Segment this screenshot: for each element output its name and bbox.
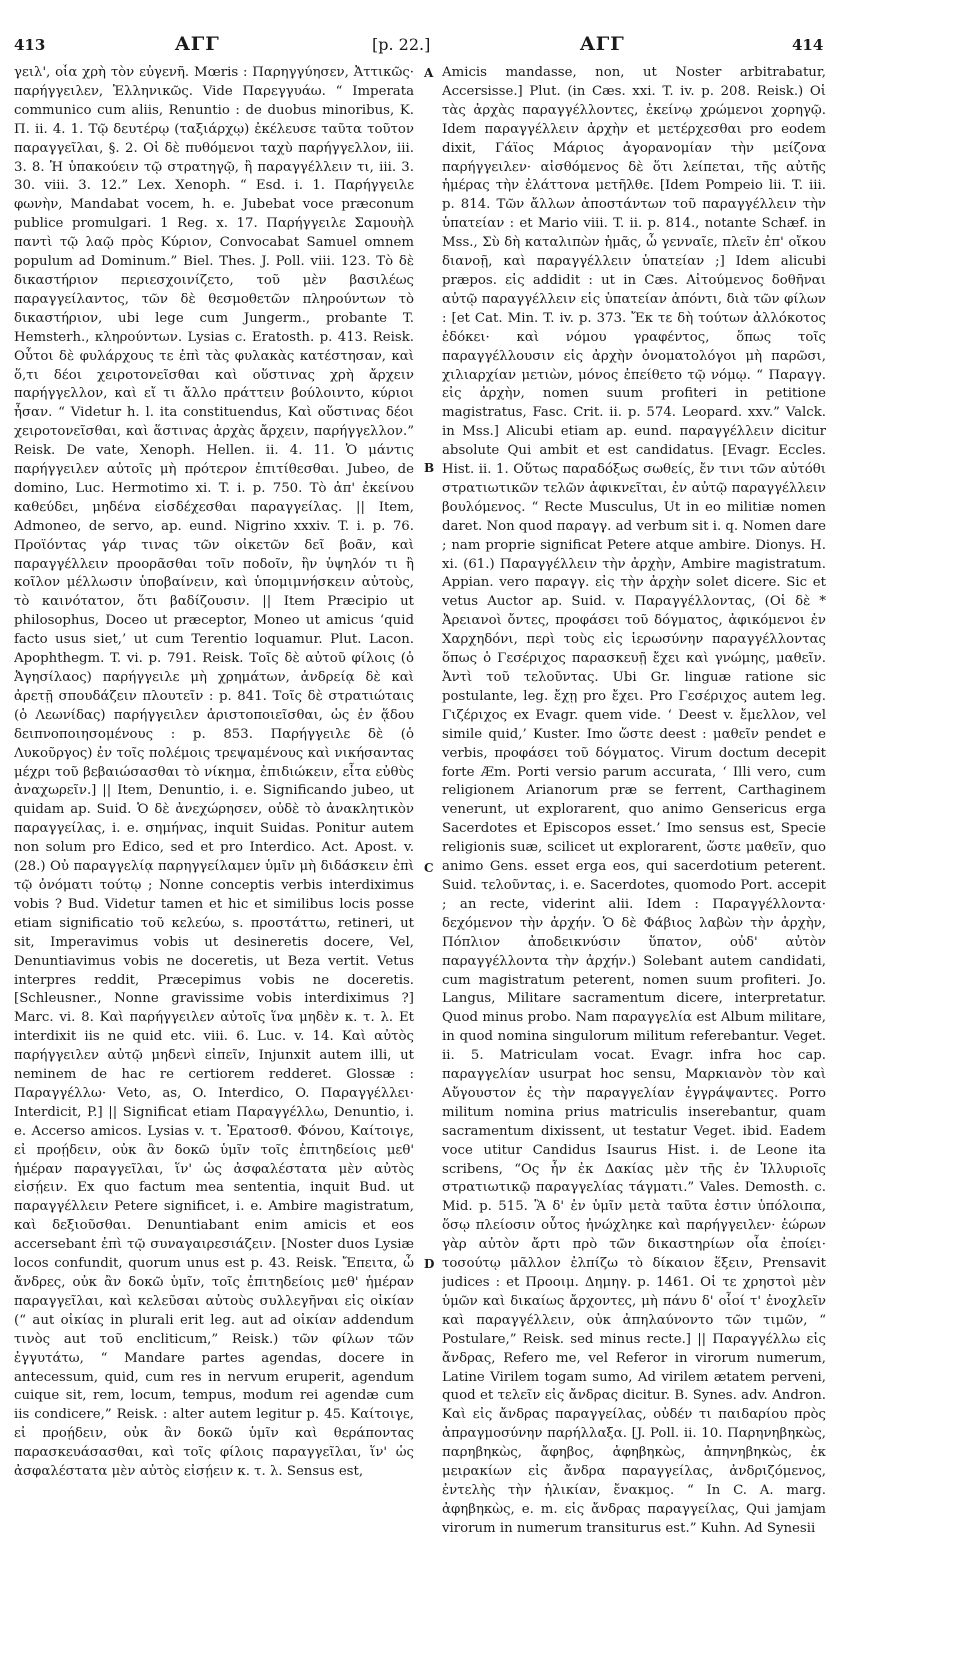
left-running-head: ΑΓΓ — [175, 33, 220, 55]
margin-mark-b: B — [424, 461, 435, 475]
page-reference: [p. 22.] — [372, 35, 431, 54]
right-column-text: Amicis mandasse, non, ut Noster arbitrabatur, Accersisse.] Plut. (in Cæs. xxi. T. iv. p. 208. Reisk.) Οἱ τὰς ἀρχὰς παραγγέλλοντες, ἐκείνῳ χρώμενοι χορηγῷ. Idem παραγγέλλειν ἀρχὴν et μετέρχεσθαι pro eodem dixit, Γάϊος Μάριος ἀγορανομίαν τὴν μείζονα παρήγγειλεν· αἰσθόμενος δὲ ὅτι λείπεται, τῆς αὐτῆς ἡμέρας τὴν ἐλάττονα μετῆλθε. [Idem Pompeio lii. T. iii. p. 814. Τῶν ἄλλων ἀποστάντων τοῦ παραγγέλλειν τὴν ὑπατείαν : et Mario viii. T. ii. p. 814., notante Schæf. in Mss., Σὺ δὴ καταλιπὼν ἡμᾶς, ὦ γενναῖε, πλεῖν ἐπ' οἴκου διανοῇ, καὶ παραγγέλλειν ὑπατείαν ;] Idem alicubi præpos. εἰς addidit : ut in Cæs. Αἰτούμενος δοθῆναι αὐτῷ παραγγέλλειν εἰς ὑπατείαν ἀπόντι, διὰ τῶν φίλων : [et Cat. Min. T. iv. p. 373. Ἔκ τε δὴ τούτων ἀλλόκοτος ἐδόκει· καὶ νόμου γραφέντος, ὅπως τοῖς παραγγέλλουσιν εἰς ἀρχὴν ὀνοματολόγοι μὴ παρῶσι, χιλιαρχίαν μετιὼν, μόνος ἐπείθετο τῷ νόμῳ. “ Παραγγ. εἰς ἀρχὴν, nomen suum profiteri in petitione magistratus, Fasc. Crit. ii. p. 574. Leopard. xxv.” Valck. in Mss.] Alicubi etiam ap. eund. παραγγέλλειν dicitur absolute Qui ambit et est candidatus. [Evagr. Eccles. Hist. ii. 1. Οὕτως παραδόξως σωθείς, ἔν τινι τῶν αὐτόθι στρατιωτικῶν τελῶν ἀφικνεῖται, ἐν αὐτῷ παραγγέλλειν βουλόμενος. “ Recte Musculus, Ut in eo militiæ nomen daret. Non quod παραγγ. ad verbum sit i. q. Nomen dare ; nam proprie significat Petere atque ambire. Dionys. H. xi. (61.) Παραγγέλλειν τὴν ἀρχὴν, Ambire magistratum. Appian. vero παραγγ. εἰς τὴν ἀρχὴν solet dicere. Sic et vetus Auctor ap. Suid. v. Παραγγέλλοντας, (Οἱ δὲ * Ἀρειανοὶ ὄντες, προφάσει τοῦ δόγματος, ἀφικόμενοι ἐν Χαρχηδόνι, περὶ τοὺς εἰς ἱερωσύνην παραγγέλλοντας ὅπως ὁ Γεσέριχος παρασκευῇ ἔχει καὶ γνώμης, μαθεῖν. Ἀντὶ τοῦ τελοῦντας. Ubi Gr. linguæ ratione sic postulante, leg. ἔχῃ pro ἔχει. Pro Γεσέριχος autem leg. Γιζέριχος ex Evagr. quem vide. ‘ Deest v. ἔμελλον, vel simile quid,’ Kuster. Imo ὥστε deest : μαθεῖν pendet e verbis, προφάσει τοῦ δόγματος. Virum doctum decepit forte Æm. Porti versio parum accurata, ‘ Illi vero, cum religionem Arianorum præ se ferrent, Carthaginem venerunt, ut explorarent, quo animo Gensericus erga Sacerdotes et Episcopos esset.’ Imo sensus est, Specie religionis suæ, scilicet ut explorarent, ὥστε μαθεῖν, quo animo Gens. esset erga eos, qui sacerdotium peterent. Suid. τελοῦντας, i. e. Sacerdotes, quomodo Port. accepit ; an recte, viderint alii. Idem : Παραγγέλλοντα· δεχόμενον τὴν ἀρχήν. Ὁ δὲ Φάβιος λαβὼν τὴν ἀρχὴν, Πόπλιον ἀποδεικνύσιν ὕπατον, οὐδ' αὐτὸν παραγγέλλοντα τὴν ἀρχήν.) Solebant autem candidati, cum magistratum peterent, nomen suum profiteri. Jo. Langus, Militare sacramentum dicere, interpretatur. Quod minus probo. Nam παραγγελία est Album militare, in quod nomina singulorum militum referebantur. Veget. ii. 5. Matriculam vocat. Evagr. infra hoc cap. παραγγελίαν usurpat hoc sensu, Μαρκιανὸν τὸν καὶ Αὔγουστον ἐς τὴν παραγγελίαν ἐγγράψαντες. Porro militum nomina prius matriculis inserebantur, quam sacramentum dixissent, ut testatur Veget. ibid. Eadem voce utitur Candidus Isaurus Hist. i. de Leone ita scribens, “Ος ἦν ἐκ Δακίας μὲν τῆς ἐν Ἰλλυριοῖς στρατιωτικῷ παραγγελίας τάγματι.” Vales. Demosth. c. Mid. p. 515. Ἃ δ' ἐν ὑμῖν μετὰ ταῦτα ἐστιν ὑπόλοιπα, ὅσῳ πλείοσιν οὗτος ἠνώχληκε καὶ παρήγγειλεν· ἑώρων γὰρ αὐτὸν ἄρτι πρὸ τῶν δικαστηρίων οἷα ἐποίει· τοσούτῳ μᾶλλον ἐλπίζω τὸ δίκαιον ἕξειν, Prensavit judices : et Προοιμ. Δημηγ. p. 1461. Οἱ τε χρηστοὶ μὲν ὑμῶν καὶ δικαίως ἄρχοντες, μὴ πάνυ δ' οἷοί τ' ἐνοχλεῖν καὶ παραγγέλλειν, οὐκ ἀπηλαύνοντο τῶν τιμῶν, “ Postulare,” Reisk. sed minus recte.] || Παραγγέλλω εἰς ἄνδρας, Refero me, vel Referor in virorum numerum, Latine Virilem togam sumo, Ad virilem ætatem perveni, quod et τελεῖν εἰς ἄνδρας dicitur. B. Synes. adv. Andron. Καὶ εἰς ἄνδρας παραγγείλας, οὐδέν τι παιδαρίου πρὸς ἀπραγμοσύνην παρήλλαξα. [J. Poll. ii. 10. Παρηνηβηκὼς, παρηβηκὼς, ἄφηβος, ἀφηβηκὼς, ἀπηνηβηκὼς, ἐκ μειρακίων εἰς ἄνδρα παραγγείλας, ἀνδριζόμενος, ἐντελὴς τὴν ἡλικίαν, ἔνακμος. “ In C. A. marg. ἀφηβηκὼς, e. m. εἰς ἄνδρας παραγγείλας, Qui jamjam virorum in numerum transiturus est.” Kuhn. Ad Synesii — [442, 65, 826, 1536]
left-page-number: 413 — [14, 36, 46, 54]
margin-mark-a: A — [424, 66, 434, 80]
margin-mark-c: C — [424, 861, 434, 875]
margin-mark-d: D — [424, 1257, 435, 1271]
left-column-text: γειλ', οἷα χρὴ τὸν εὐγενῆ. Mœris : Παρηγγύησεν, Ἀττικῶς· παρήγγειλεν, Ἑλληνικῶς. Vide Παρεγγυάω. “ Imperata communico cum aliis, Renuntio : de duobus minoribus, K. Π. ii. 4. 1. Τῷ δευτέρῳ (ταξιάρχῳ) ἐκέλευσε ταῦτα τοῦτον παραγγεῖλαι, §. 2. Οἱ δὲ πυθόμενοι ταχὺ παρήγγελλον, iii. 3. 8. Ἡ ὑπακούειν τῷ στρατηγῷ, ἢ παραγγέλλειν τι, iii. 3. 30. viii. 3. 12.” Lex. Xenoph. “ Esd. i. 1. Παρήγγειλε φωνὴν, Mandabat vocem, h. e. Jubebat voce præconum publice promulgari. 1 Reg. x. 17. Παρήγγειλε Σαμουὴλ παντὶ τῷ λαῷ πρὸς Κύριον, Convocabat Samuel omnem populum ad Dominum.” Biel. Thes. J. Poll. viii. 123. Τὸ δὲ δικαστήριον περιεσχοινίζετο, τοῦ μὲν βασιλέως παραγγείλαντος, τῶν δὲ θεσμοθετῶν πληρούντων τὸ δικαστήριον, ubi lege cum Jungerm., probante T. Hemsterh., κληρούντων. Lysias c. Eratosth. p. 413. Reisk. Οὗτοι δὲ φυλάρχους τε ἐπὶ τὰς φυλακὰς κατέστησαν, καὶ ὅ,τι δέοι χειροτονεῖσθαι καὶ οὕστινας χρὴ ἄρχειν παρήγγελλον, καὶ εἴ τι ἄλλο πράττειν βούλοιντο, κύριοι ἦσαν. “ Videtur h. l. ita constituendus, Καὶ οὕστινας δέοι χειροτονεῖσθαι, καὶ ἅστινας ἀρχὰς ἄρχειν, παρήγγελλον.” Reisk. De vate, Xenoph. Hellen. ii. 4. 11. Ὁ μάντις παρήγγειλεν αὐτοῖς μὴ πρότερον ἐπιτίθεσθαι. Jubeo, de domino, Luc. Hermotimo xi. T. i. p. 750. Τὸ ἀπ' ἐκείνου καθεύδει, μηδένα εἰσδέχεσθαι παραγγείλας. || Item, Admoneo, de servo, ap. eund. Nigrino xxxiv. T. i. p. 76. Προϊόντας γάρ τινας τῶν οἰκετῶν δεῖ βοᾶν, καὶ παραγγέλλειν προορᾶσθαι τοῖν ποδοῖν, ἢν ὑψηλόν τι ἢ κοῖλον μέλλωσιν ὑποβαίνειν, καὶ ὑπομιμνήσκειν αὐτοὺς, τὸ καινότατον, ὅτι βαδίζουσιν. || Item Præcipio ut philosophus, Doceo ut præceptor, Moneo ut amicus ‘quid facto usus siet,’ ut cum Terentio loquamur. Plut. Lacon. Apophthegm. T. vi. p. 791. Reisk. Τοῖς δὲ αὐτοῦ φίλοις (ὁ Ἀγησίλαος) παρήγγειλε μὴ χρημάτων, ἀνδρείᾳ δὲ καὶ ἀρετῇ σπουδάζειν πλουτεῖν : p. 841. Τοῖς δὲ στρατιώταις (ὁ Λεωνίδας) παρήγγειλεν ἀριστοποιεῖσθαι, ὡς ἐν ᾅδου δειπνοποιησομένους : p. 853. Παρήγγειλε δὲ (ὁ Λυκοῦργος) ἐν τοῖς πολέμοις τρεψαμένους καὶ νικήσαντας μέχρι τοῦ βεβαιώσασθαι τὸ νίκημα, ἐπιδιώκειν, εἶτα εὐθὺς ἀναχωρεῖν.] || Item, Denuntio, i. e. Significando jubeo, ut quidam ap. Suid. Ὁ δὲ ἀνεχώρησεν, οὐδὲ τὸ ἀνακλητικὸν παραγγείλας, i. e. σημήνας, inquit Suidas. Ponitur autem non solum pro Edico, sed et pro Interdico. Act. Apost. v. (28.) Οὐ παραγγελίᾳ παρηγγείλαμεν ὑμῖν μὴ διδάσκειν ἐπὶ τῷ ὀνόματι τούτῳ ; Nonne conceptis verbis interdiximus vobis ? Bud. Videtur tamen et hic et similibus locis posse etiam significatio τοῦ κελεύω, s. προστάττω, retineri, ut sit, Imperavimus vobis ut desineretis docere, Vel, Denuntiavimus vobis ne doceretis, ut Beza vertit. Vetus interpres reddit, Præcepimus vobis ne doceretis. [Schleusner., Nonne gravissime vobis interdiximus ?] Marc. vi. 8. Καὶ παρήγγειλεν αὐτοῖς ἵνα μηδὲν κ. τ. λ. Et interdixit iis ne quid etc. viii. 6. Luc. v. 14. Καὶ αὐτὸς παρήγγειλεν αὐτῷ μηδενὶ εἰπεῖν, Injunxit autem illi, ut neminem de hac re certiorem redderet. Glossæ : Παραγγέλλω· Veto, as, O. Interdico, O. Παραγγέλλει· Interdicit, P.] || Significat etiam Παραγγέλλω, Denuntio, i. e. Accerso amicos. Lysias v. τ. Ἐρατοσθ. Φόνου, Καίτοιγε, εἰ προῄδειν, οὐκ ἂν δοκῶ ὑμῖν τοῖς ἐπιτηδείοις μεθ' ἡμέραν παραγγεῖλαι, ἵν' ὡς ἀσφαλέστατα μὲν αὐτὸς εἰσῄειν. Ex quo factum mea sententia, inquit Bud. ut παραγγέλλειν Petere significet, i. e. Ambire magistratum, καὶ δεξιοῦσθαι. Denuntiabant enim amicis et eos accersebant ἐπὶ τῷ συναγαιρεσιάζειν. [Noster duos Lysiæ locos confundit, quorum unus est p. 43. Reisk. Ἔπειτα, ὦ ἄνδρες, οὐκ ἂν δοκῶ ὑμῖν, τοῖς ἐπιτηδείοις μεθ' ἡμέραν παραγγεῖλαι, καὶ κελεῦσαι αὐτοὺς συλλεγῆναι εἰς οἰκίαν (“ aut οἰκίας in plurali erit leg. aut ad οἰκίαν addendum τινὸς aut τοῦ encliticum,” Reisk.) τῶν φίλων τῶν ἐγγυτάτω, “ Mandare partes agendas, docere in antecessum, quid, cum res in nervum eruperit, agendum cuique sit, rem, locum, tempus, modum rei agendæ cum iis condicere,” Reisk. : alter autem legitur p. 45. Καίτοιγε, εἰ προῄδειν, οὐκ ἂν δοκῶ ὑμῖν καὶ θεράποντας παρασκευάσασθαι, καὶ τοῖς φίλοις παραγγεῖλαι, ἵν' ὡς ἀσφαλέστατα μὲν αὐτὸς εἰσῄειν κ. τ. λ. Sensus est, — [14, 65, 414, 1480]
right-page-number: 414 — [792, 36, 824, 54]
right-running-head: ΑΓΓ — [580, 33, 625, 55]
right-column — [442, 64, 826, 1654]
left-column — [14, 64, 414, 1654]
